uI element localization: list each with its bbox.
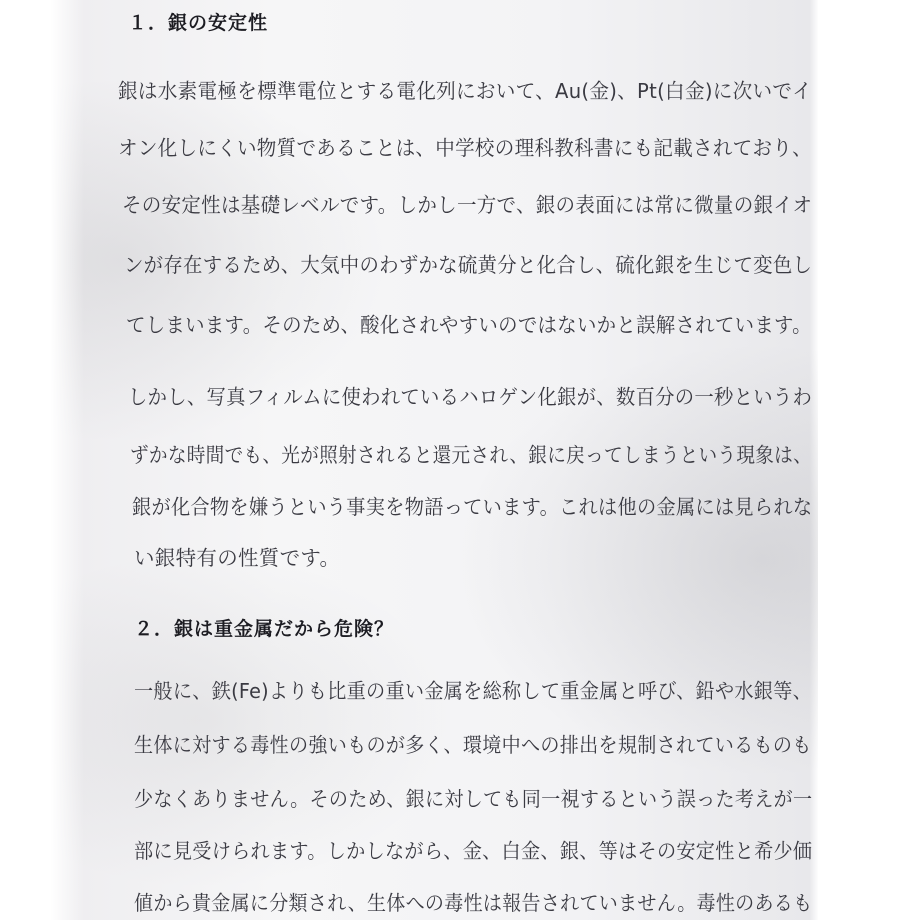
section-1-p1-line-3: その安定性は基礎レベルです。しかし一方で、銀の表面には常に微量の銀イオ — [122, 193, 813, 217]
section-1-p2-line-1: しかし、写真フィルムに使われているハロゲン化銀が、数百分の一秒というわ — [128, 385, 813, 409]
section-1-p1-line-2: オン化しにくい物質であることは、中学校の理科教科書にも記載されており、 — [118, 136, 813, 160]
section-2-heading: ２．銀は重金属だから危険？ — [134, 618, 395, 640]
section-2-p1-line-2: 生体に対する毒性の強いものが多く、環境中への排出を規制されているものも — [134, 733, 812, 757]
section-1-p2-line-3: 銀が化合物を嫌うという事実を物語っています。これは他の金属には見られな — [132, 495, 813, 519]
section-1-p1-line-1: 銀は水素電極を標準電位とする電化列において、Au(金)、Pt(白金)に次いでイ — [118, 79, 813, 103]
section-1-p1-line-4: ンが存在するため、大気中のわずかな硫黄分と化合し、硫化銀を生じて変色し — [124, 253, 813, 277]
section-1-p2-line-4: い銀特有の性質です。 — [134, 546, 341, 570]
section-1-p1-line-5: てしまいます。そのため、酸化されやすいのではないかと誤解されています。 — [126, 313, 812, 337]
section-1-heading: １．銀の安定性 — [128, 12, 269, 34]
section-2-p1-line-1: 一般に、鉄(Fe)よりも比重の重い金属を総称して重金属と呼び、鉛や水銀等、 — [134, 679, 813, 703]
section-1-p2-line-2: ずかな時間でも、光が照射されると還元され、銀に戻ってしまうという現象は、 — [130, 443, 813, 467]
section-2-p1-line-3: 少なくありません。そのため、銀に対しても同一視するという誤った考えが一 — [134, 787, 813, 811]
section-2-p1-line-5: 値から貴金属に分類され、生体への毒性は報告されていません。毒性のあるも — [134, 891, 813, 915]
right-margin — [818, 0, 920, 920]
left-margin — [0, 0, 84, 920]
section-2-p1-line-4: 部に見受けられます。しかしながら、金、白金、銀、等はその安定性と希少価 — [134, 839, 813, 863]
